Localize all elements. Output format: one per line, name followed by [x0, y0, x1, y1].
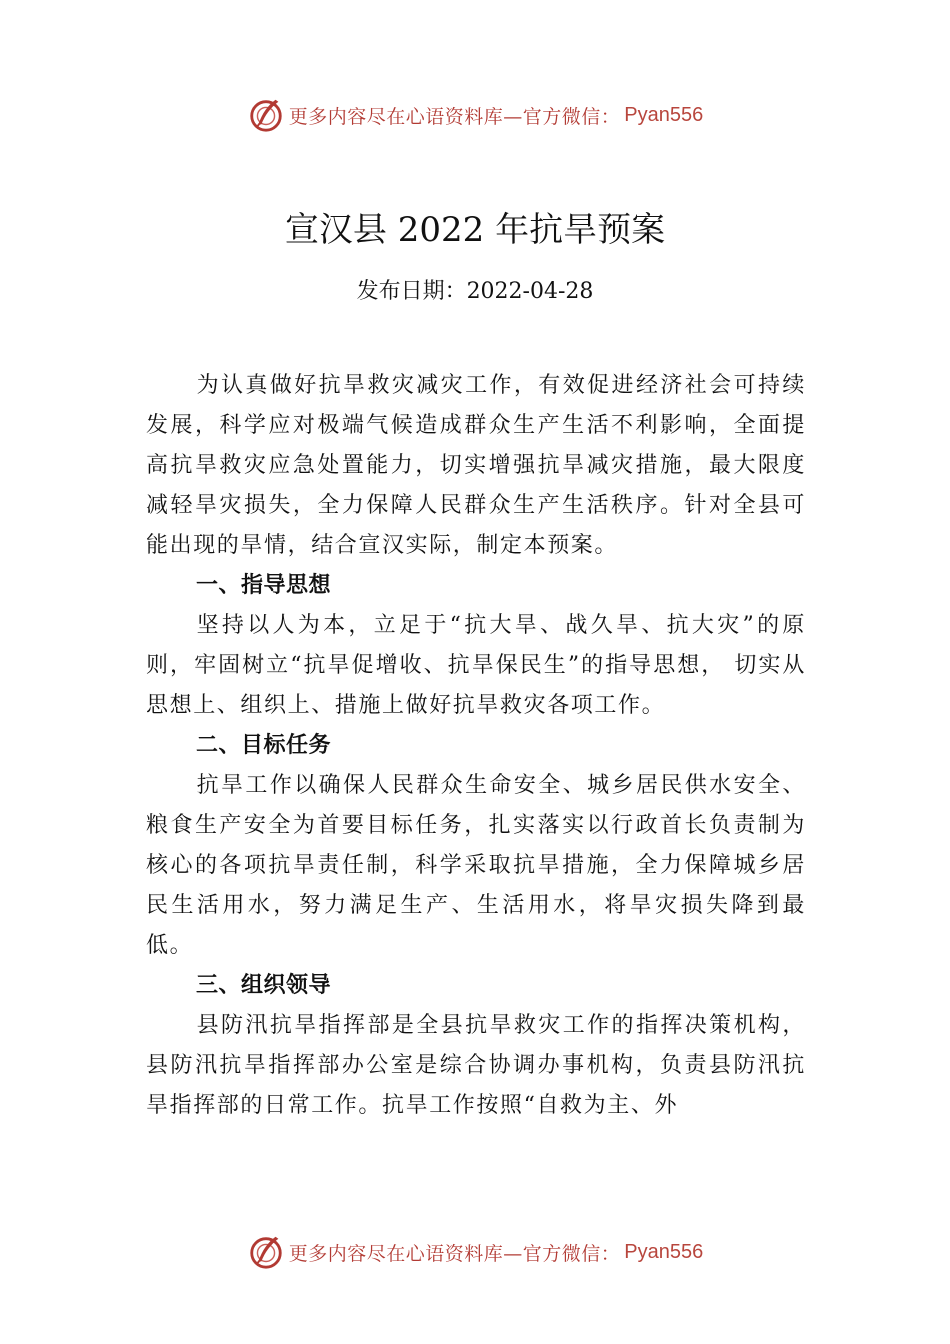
section-heading: 二、目标任务: [196, 733, 332, 758]
watermark-wechat-id: Pyan556: [624, 1240, 704, 1263]
intro-paragraph: 为认真做好抗旱救灾减灾工作，有效促进经济社会可持续发展，科学应对极端气候造成群众生产生活不利影响，全面提高抗旱救灾应急处置能力，切实增强抗旱减灾措施，最大限度减轻旱灾损失，全力保障人民群众生产生活秩序。针对全县可能出现的旱情，结合宣汉实际，制定本预案。: [146, 373, 806, 558]
document-title: 宣汉县 2022 年抗旱预案: [284, 210, 666, 250]
document-body: [146, 366, 806, 1126]
section-paragraph: 抗旱工作以确保人民群众生命安全、城乡居民供水安全、粮食生产安全为首要目标任务，扎实落实以行政首长负责制为核心的各项抗旱责任制，科学采取抗旱措施，全力保障城乡居民生活用水，努力满足生产、生活用水，将旱灾损失降到最低。: [146, 773, 806, 958]
quill-circle-logo-icon: [247, 96, 285, 134]
watermark-wechat-id: Pyan556: [624, 103, 704, 126]
section-heading: 一、指导思想: [196, 573, 332, 598]
watermark-footer: [0, 1232, 950, 1272]
watermark-text: 更多内容尽在心语资料库—官方微信：: [288, 105, 621, 128]
publish-date: 发布日期：2022-04-28: [356, 279, 594, 304]
watermark-header: [0, 95, 950, 135]
section-heading: 三、组织领导: [196, 973, 332, 998]
watermark-text: 更多内容尽在心语资料库—官方微信：: [288, 1242, 621, 1265]
section-paragraph: 县防汛抗旱指挥部是全县抗旱救灾工作的指挥决策机构，县防汛抗旱指挥部办公室是综合协调办事机构，负责县防汛抗旱指挥部的日常工作。抗旱工作按照“自救为主、外: [146, 1013, 806, 1118]
section-paragraph: 坚持以人为本，立足于“抗大旱、战久旱、抗大灾”的原则，牢固树立“抗旱促增收、抗旱保民生”的指导思想， 切实从思想上、组织上、措施上做好抗旱救灾各项工作。: [146, 613, 806, 718]
quill-circle-logo-icon: [247, 1233, 285, 1271]
